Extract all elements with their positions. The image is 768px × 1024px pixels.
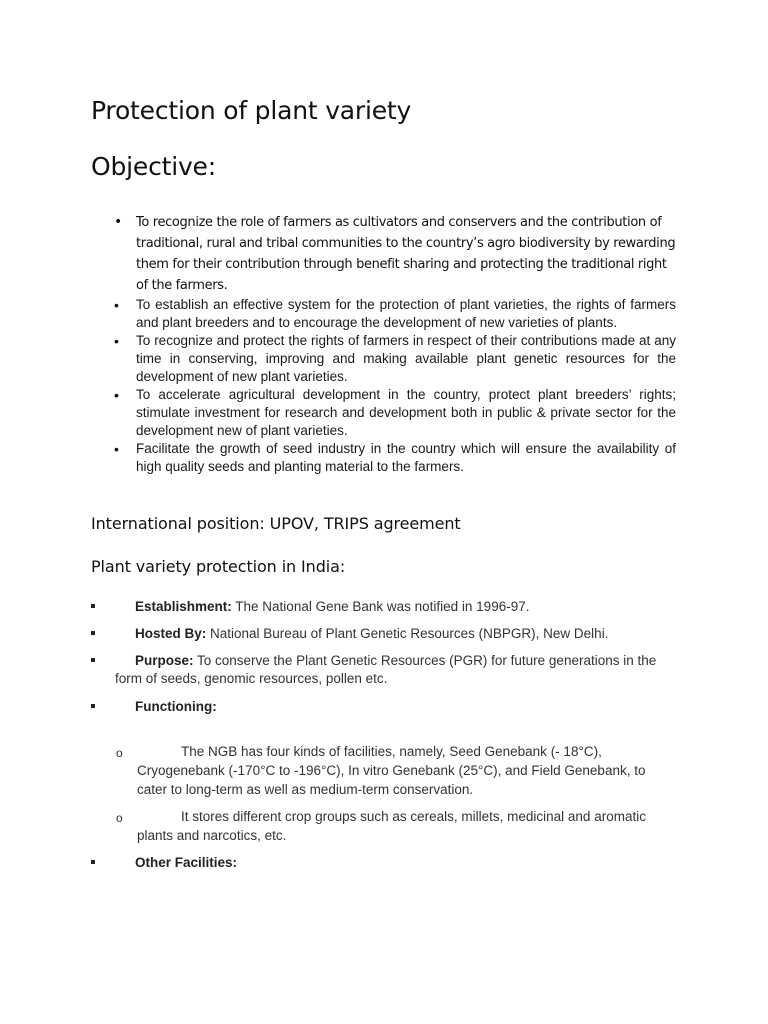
objectives-list bbox=[136, 212, 676, 476]
list-item-functioning bbox=[115, 698, 675, 716]
list-item-hosted-by bbox=[115, 625, 675, 643]
list-item-establishment bbox=[115, 598, 675, 616]
circle-bullet-icon: o bbox=[116, 811, 123, 825]
sub-list-item bbox=[116, 807, 677, 845]
item-label: Establishment: bbox=[135, 599, 232, 614]
item-label: Functioning: bbox=[135, 699, 217, 714]
objective-item: • To recognize and protect the rights of farmers in respect of their contributions made at any time in conserving, improving and making available plant genetic resources for the development of new plant varieties. bbox=[136, 332, 676, 386]
item-label: Hosted By: bbox=[135, 626, 207, 641]
circle-bullet-icon: o bbox=[116, 746, 123, 760]
item-label: Other Facilities: bbox=[135, 855, 238, 870]
sub-list-item bbox=[116, 742, 677, 799]
list-item-other-facilities bbox=[115, 854, 675, 872]
page-title: Protection of plant variety bbox=[91, 96, 412, 125]
list-item-purpose bbox=[115, 652, 675, 688]
india-heading: Plant variety protection in India: bbox=[91, 557, 346, 576]
objective-item: • Facilitate the growth of seed industry in the country which will ensure the availability of high quality seeds and planting material to the farmers. bbox=[136, 440, 676, 476]
item-text: To conserve the Plant Genetic Resources (PGR) for future generations in the form of seeds, genomic resources, pollen etc. bbox=[115, 653, 657, 686]
objective-item: • To accelerate agricultural development in the country, protect plant breeders’ rights; stimulate investment for research and development both in public & private sector for the development new of plant varieties. bbox=[136, 386, 676, 440]
objective-item: • To recognize the role of farmers as cultivators and conservers and the contribution of traditional, rural and tribal communities to the country’s agro biodiversity by rewarding them for their contribution through benefit sharing and protecting the traditional right of the farmers. bbox=[136, 212, 676, 296]
square-bullet-icon bbox=[91, 604, 95, 608]
sub-item-text: It stores different crop groups such as cereals, millets, medicinal and aromatic plants and narcotics, etc. bbox=[137, 809, 646, 843]
square-bullet-icon bbox=[91, 704, 95, 708]
item-text: National Bureau of Plant Genetic Resources (NBPGR), New Delhi. bbox=[206, 626, 609, 641]
sub-item-text: The NGB has four kinds of facilities, namely, Seed Genebank (- 18°C), Cryogenebank (-170°C to -196°C), In vitro Genebank (25°C), and Field Genebank, to cater to long-term as well as medium-term conservation. bbox=[137, 744, 646, 797]
square-bullet-icon bbox=[91, 631, 95, 635]
objective-heading: Objective: bbox=[91, 152, 216, 181]
item-text: The National Gene Bank was notified in 1996-97. bbox=[231, 599, 530, 614]
objective-item: • To establish an effective system for the protection of plant varieties, the rights of farmers and plant breeders and to encourage the development of new varieties of plants. bbox=[136, 296, 676, 332]
square-bullet-icon bbox=[91, 860, 95, 864]
item-label: Purpose: bbox=[135, 653, 194, 668]
square-bullet-icon bbox=[91, 658, 95, 662]
international-heading: International position: UPOV, TRIPS agreement bbox=[91, 514, 461, 533]
